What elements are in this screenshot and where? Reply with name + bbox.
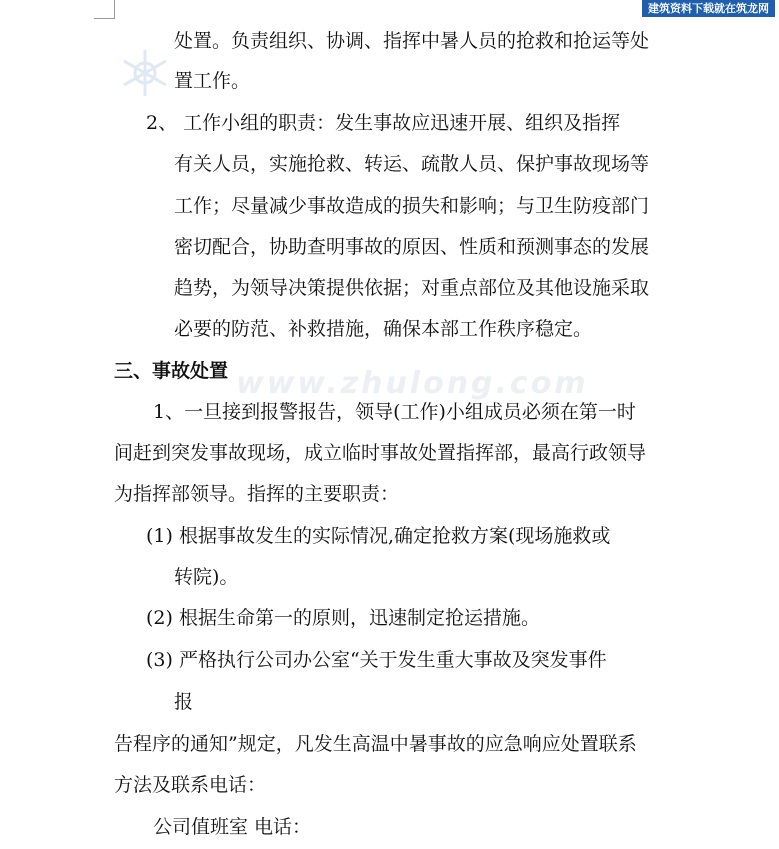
doc-line-3: 2、 工作小组的职责：发生事故应迅速开展、组织及指挥 [146,112,621,134]
section-heading: 三、事故处置 [114,360,229,382]
page-corner-mark [94,0,115,19]
doc-line-4: 有关人员，实施抢救、转运、疏散人员、保护事故现场等 [174,153,650,175]
doc-line-7: 趋势，为领导决策提供依据；对重点部位及其他设施采取 [174,277,650,299]
watermark-text: www.zhulong.com [236,366,589,401]
doc-line-14: 转院)。 [174,566,239,588]
doc-line-1: 处置。负责组织、协调、指挥中暑人员的抢救和抢运等处 [174,30,650,52]
doc-line-5: 工作；尽量减少事故造成的损失和影响；与卫生防疫部门 [174,195,650,217]
doc-line-6: 密切配合，协助查明事故的原因、性质和预测事态的发展 [174,236,650,258]
doc-line-19: 方法及联系电话： [114,774,267,796]
snowflake-logo-icon [118,46,172,100]
doc-line-17: 报 [174,691,194,713]
doc-line-10: 1、一旦接到报警报告，领导(工作)小组成员必须在第一时 [153,401,636,423]
doc-line-18: 告程序的通知”规定，凡发生高温中暑事故的应急响应处置联系 [114,733,637,755]
doc-line-12: 为指挥部领导。指挥的主要职责： [114,483,400,505]
doc-line-13: (1) 根据事故发生的实际情况,确定抢救方案(现场施救或 [146,525,611,547]
doc-line-20: 公司值班室 电话： [153,816,312,838]
doc-line-11: 间赶到突发事故现场，成立临时事故处置指挥部，最高行政领导 [114,442,647,464]
site-banner[interactable]: 建筑资料下载就在筑龙网 [642,0,775,17]
doc-line-2: 置工作。 [174,70,251,92]
doc-line-15: (2) 根据生命第一的原则，迅速制定抢运措施。 [146,607,540,629]
doc-line-8: 必要的防范、补救措施，确保本部工作秩序稳定。 [174,318,593,340]
doc-line-16: (3) 严格执行公司办公室“关于发生重大事故及突发事件 [146,649,607,671]
